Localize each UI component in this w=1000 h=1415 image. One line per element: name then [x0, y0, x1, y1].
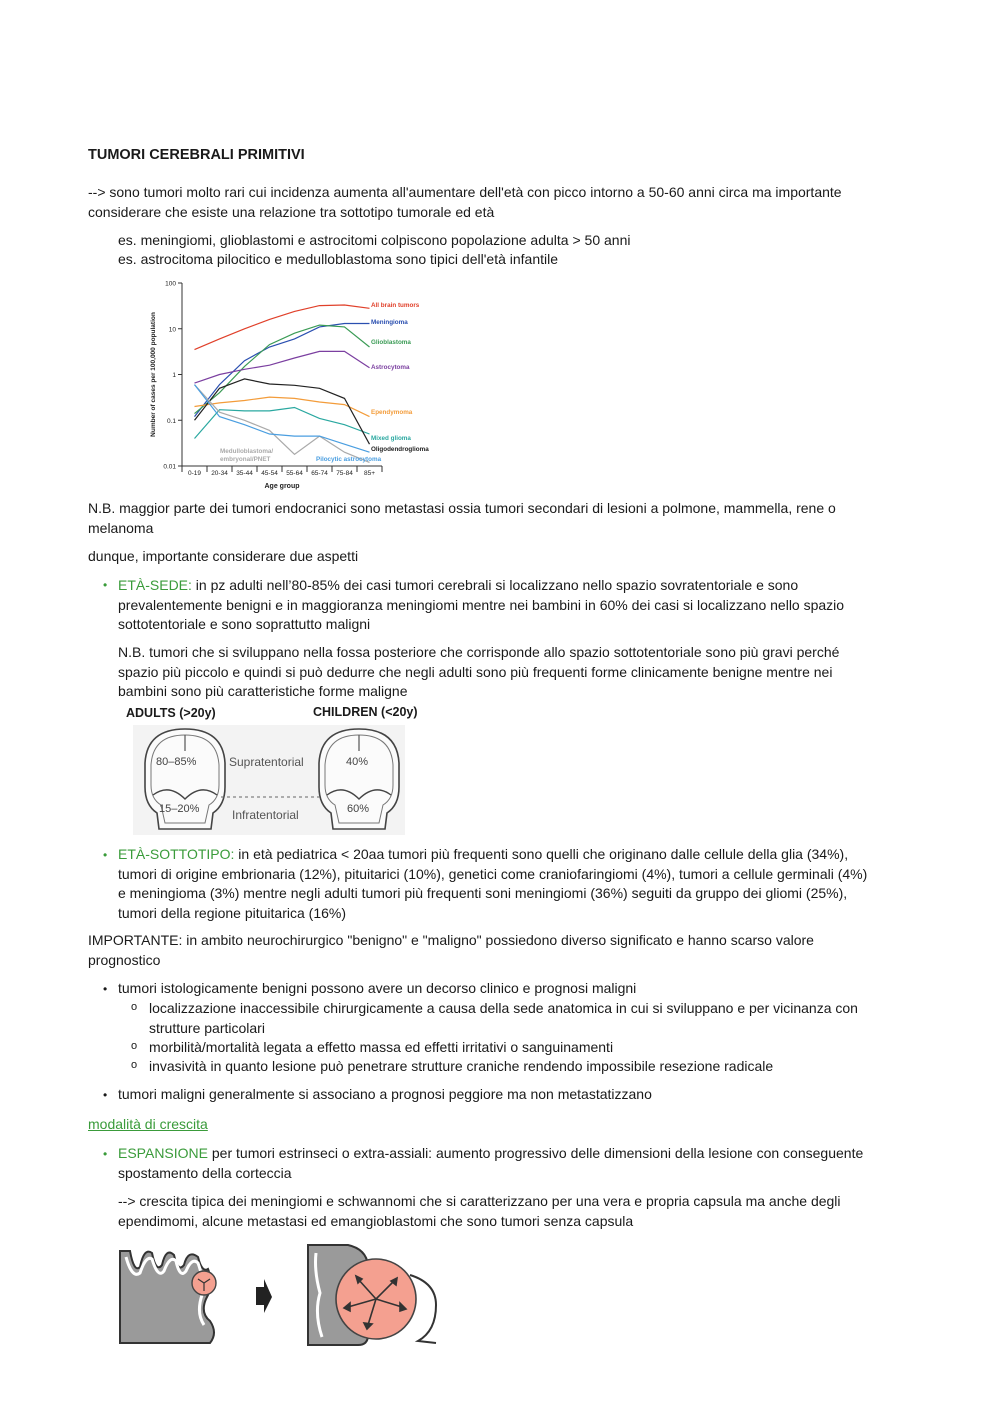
adult-supra-value: 80–85%: [156, 756, 197, 768]
eta-sottotipo-label: ETÀ-SOTTOTIPO:: [118, 846, 235, 862]
eta-sede-text: in pz adulti nell’80-85% dei casi tumori cerebrali si localizzano nello spazio sovratentoriale e sono prevalentemente benigni e in maggioranza meningiomi mentre nei bambini in 60% dei casi si localizzano nello spazio sottotentoriale e sono soprattutto maligni: [118, 577, 845, 632]
children-label: CHILDREN (<20y): [313, 705, 418, 719]
y-tick-label: 0.01: [163, 463, 176, 471]
list-item-maligni: tumori maligni generalmente si associano a prognosi peggiore ma non metastatizzano: [118, 1086, 652, 1102]
modalita-crescita-link[interactable]: modalità di crescita: [88, 1116, 208, 1132]
espansione-note: --> crescita tipica dei meningiomi e schwannomi che si caratterizzano per una vera e propria capsula ma anche degli ependimomi, alcune metastasi ed emangioblastomi che sono tumori senza capsula: [118, 1193, 841, 1229]
y-tick-label: 1: [172, 372, 176, 379]
sub-bullet: o: [131, 1001, 138, 1013]
series-label: Glioblastoma: [371, 339, 411, 346]
x-axis-label: Age group: [264, 483, 300, 490]
series-label: Mixed glioma: [371, 435, 411, 442]
bullet-dot: •: [103, 1147, 108, 1161]
x-tick-label: 75-84: [336, 470, 353, 477]
bullet-dot: •: [103, 1088, 108, 1102]
adults-label: ADULTS (>20y): [126, 706, 216, 720]
bullet-espansione: [118, 1144, 878, 1183]
nb-paragraph: N.B. maggior parte dei tumori endocranici sono metastasi ossia tumori secondari di lesioni a polmone, mammella, rene o melanoma: [88, 500, 836, 536]
series-label: embryonal/PNET: [220, 456, 271, 463]
series-label: Meningioma: [371, 319, 408, 326]
sub-item-localizzazione: localizzazione inaccessibile chirurgicamente a causa della sede anatomica in cui si sviluppano e per vicinanza con strutture particolari: [149, 1000, 858, 1036]
child-infra-value: 60%: [347, 803, 370, 815]
series-label: All brain tumors: [371, 302, 420, 309]
series-label: Oligodendroglioma: [371, 446, 429, 453]
page-title: TUMORI CEREBRALI PRIMITIVI: [88, 147, 305, 163]
bullet-dot: •: [103, 848, 108, 862]
series-line: [195, 397, 370, 417]
child-supra-value: 40%: [346, 756, 369, 768]
y-tick-label: 100: [165, 280, 176, 288]
intro-paragraph: --> sono tumori molto rari cui incidenza aumenta all'aumentare dell'età con picco intorno a 50-60 anni circa ma importante considerare che esiste una relazione tra sottotipo tumorale ed età: [88, 184, 842, 220]
sub-bullet: o: [131, 1040, 138, 1052]
bullet-dot: •: [103, 578, 108, 592]
eta-sede-label: ETÀ-SEDE:: [118, 577, 192, 593]
x-tick-label: 85+: [363, 470, 376, 477]
series-label: Medulloblastoma/: [220, 448, 274, 455]
x-tick-label: 45-54: [261, 470, 278, 477]
series-label: Ependymoma: [371, 409, 413, 416]
x-tick-label: 0-19: [187, 470, 202, 477]
y-tick-label: 10: [168, 326, 176, 334]
adult-infra-value: 15–20%: [159, 803, 200, 815]
series-line: [195, 351, 370, 383]
example-line-1: es. meningiomi, glioblastomi e astrocitomi colpiscono popolazione adulta > 50 anni: [118, 232, 631, 248]
incidence-chart: [140, 272, 460, 494]
y-axis-label: Number of cases per 100,000 population: [150, 312, 157, 437]
eta-sottotipo-text: in età pediatrica < 20aa tumori più frequenti sono quelli che originano dalle cellule della glia (34%), tumori di origine embrionaria (12%), pituitarici (10%), genetici come craniofaringiomi (4%), tumori a cellule germinali (4%) e meningioma (3%) mentre negli adulti tumori più frequenti soni meningiomi (36%) seguiti da gruppo dei gliomi (25%), tumori della regione pituitarica (16%): [118, 846, 868, 921]
example-line-2: es. astrocitoma pilocitico e medulloblastoma sono tipici dell'età infantile: [118, 251, 559, 267]
supratentorial-label: Supratentorial: [229, 755, 304, 769]
x-tick-label: 20-34: [211, 470, 228, 477]
infratentorial-label: Infratentorial: [232, 808, 299, 822]
x-tick-label: 35-44: [236, 470, 253, 477]
bullet-eta-sede: [118, 576, 878, 635]
expansion-diagram: [118, 1243, 443, 1348]
importante-paragraph: IMPORTANTE: in ambito neurochirurgico "benigno" e "maligno" possiedono diverso significato e hanno scarso valore prognostico: [88, 932, 814, 968]
series-label: Pilocytic astrocytoma: [316, 456, 382, 463]
series-label: Astrocytoma: [371, 364, 410, 371]
espansione-text: per tumori estrinseci o extra-assiali: aumento progressivo delle dimensioni della lesione con conseguente spostamento della corteccia: [118, 1145, 864, 1181]
dunque-paragraph: dunque, importante considerare due aspetti: [88, 548, 359, 564]
bullet-eta-sottotipo: [118, 845, 878, 923]
sub-item-invasivita: invasività in quanto lesione può penetrare strutture craniche rendendo impossibile resezione radicale: [149, 1058, 774, 1074]
sub-bullet: o: [131, 1059, 138, 1071]
espansione-label: ESPANSIONE: [118, 1145, 208, 1161]
y-tick-label: 0.1: [166, 417, 176, 425]
x-tick-label: 65-74: [311, 470, 328, 477]
series-line: [195, 379, 370, 444]
x-tick-label: 55-64: [286, 470, 303, 477]
nb-fossa-posteriore: N.B. tumori che si sviluppano nella fossa posteriore che corrisponde allo spazio sottotentoriale sono più gravi perché spazio più piccolo e quindi si può dedurre che negli adulti sono più frequenti forme clinicamente benigne mentre nei bambini sono più caratteristiche forme maligne: [118, 644, 840, 699]
sub-item-morbilita: morbilità/mortalità legata a effetto massa ed effetti irritativi o sanguinamenti: [149, 1039, 614, 1055]
list-item-benigni: tumori istologicamente benigni possono avere un decorso clinico e prognosi maligni: [118, 980, 637, 996]
bullet-dot: •: [103, 982, 108, 996]
